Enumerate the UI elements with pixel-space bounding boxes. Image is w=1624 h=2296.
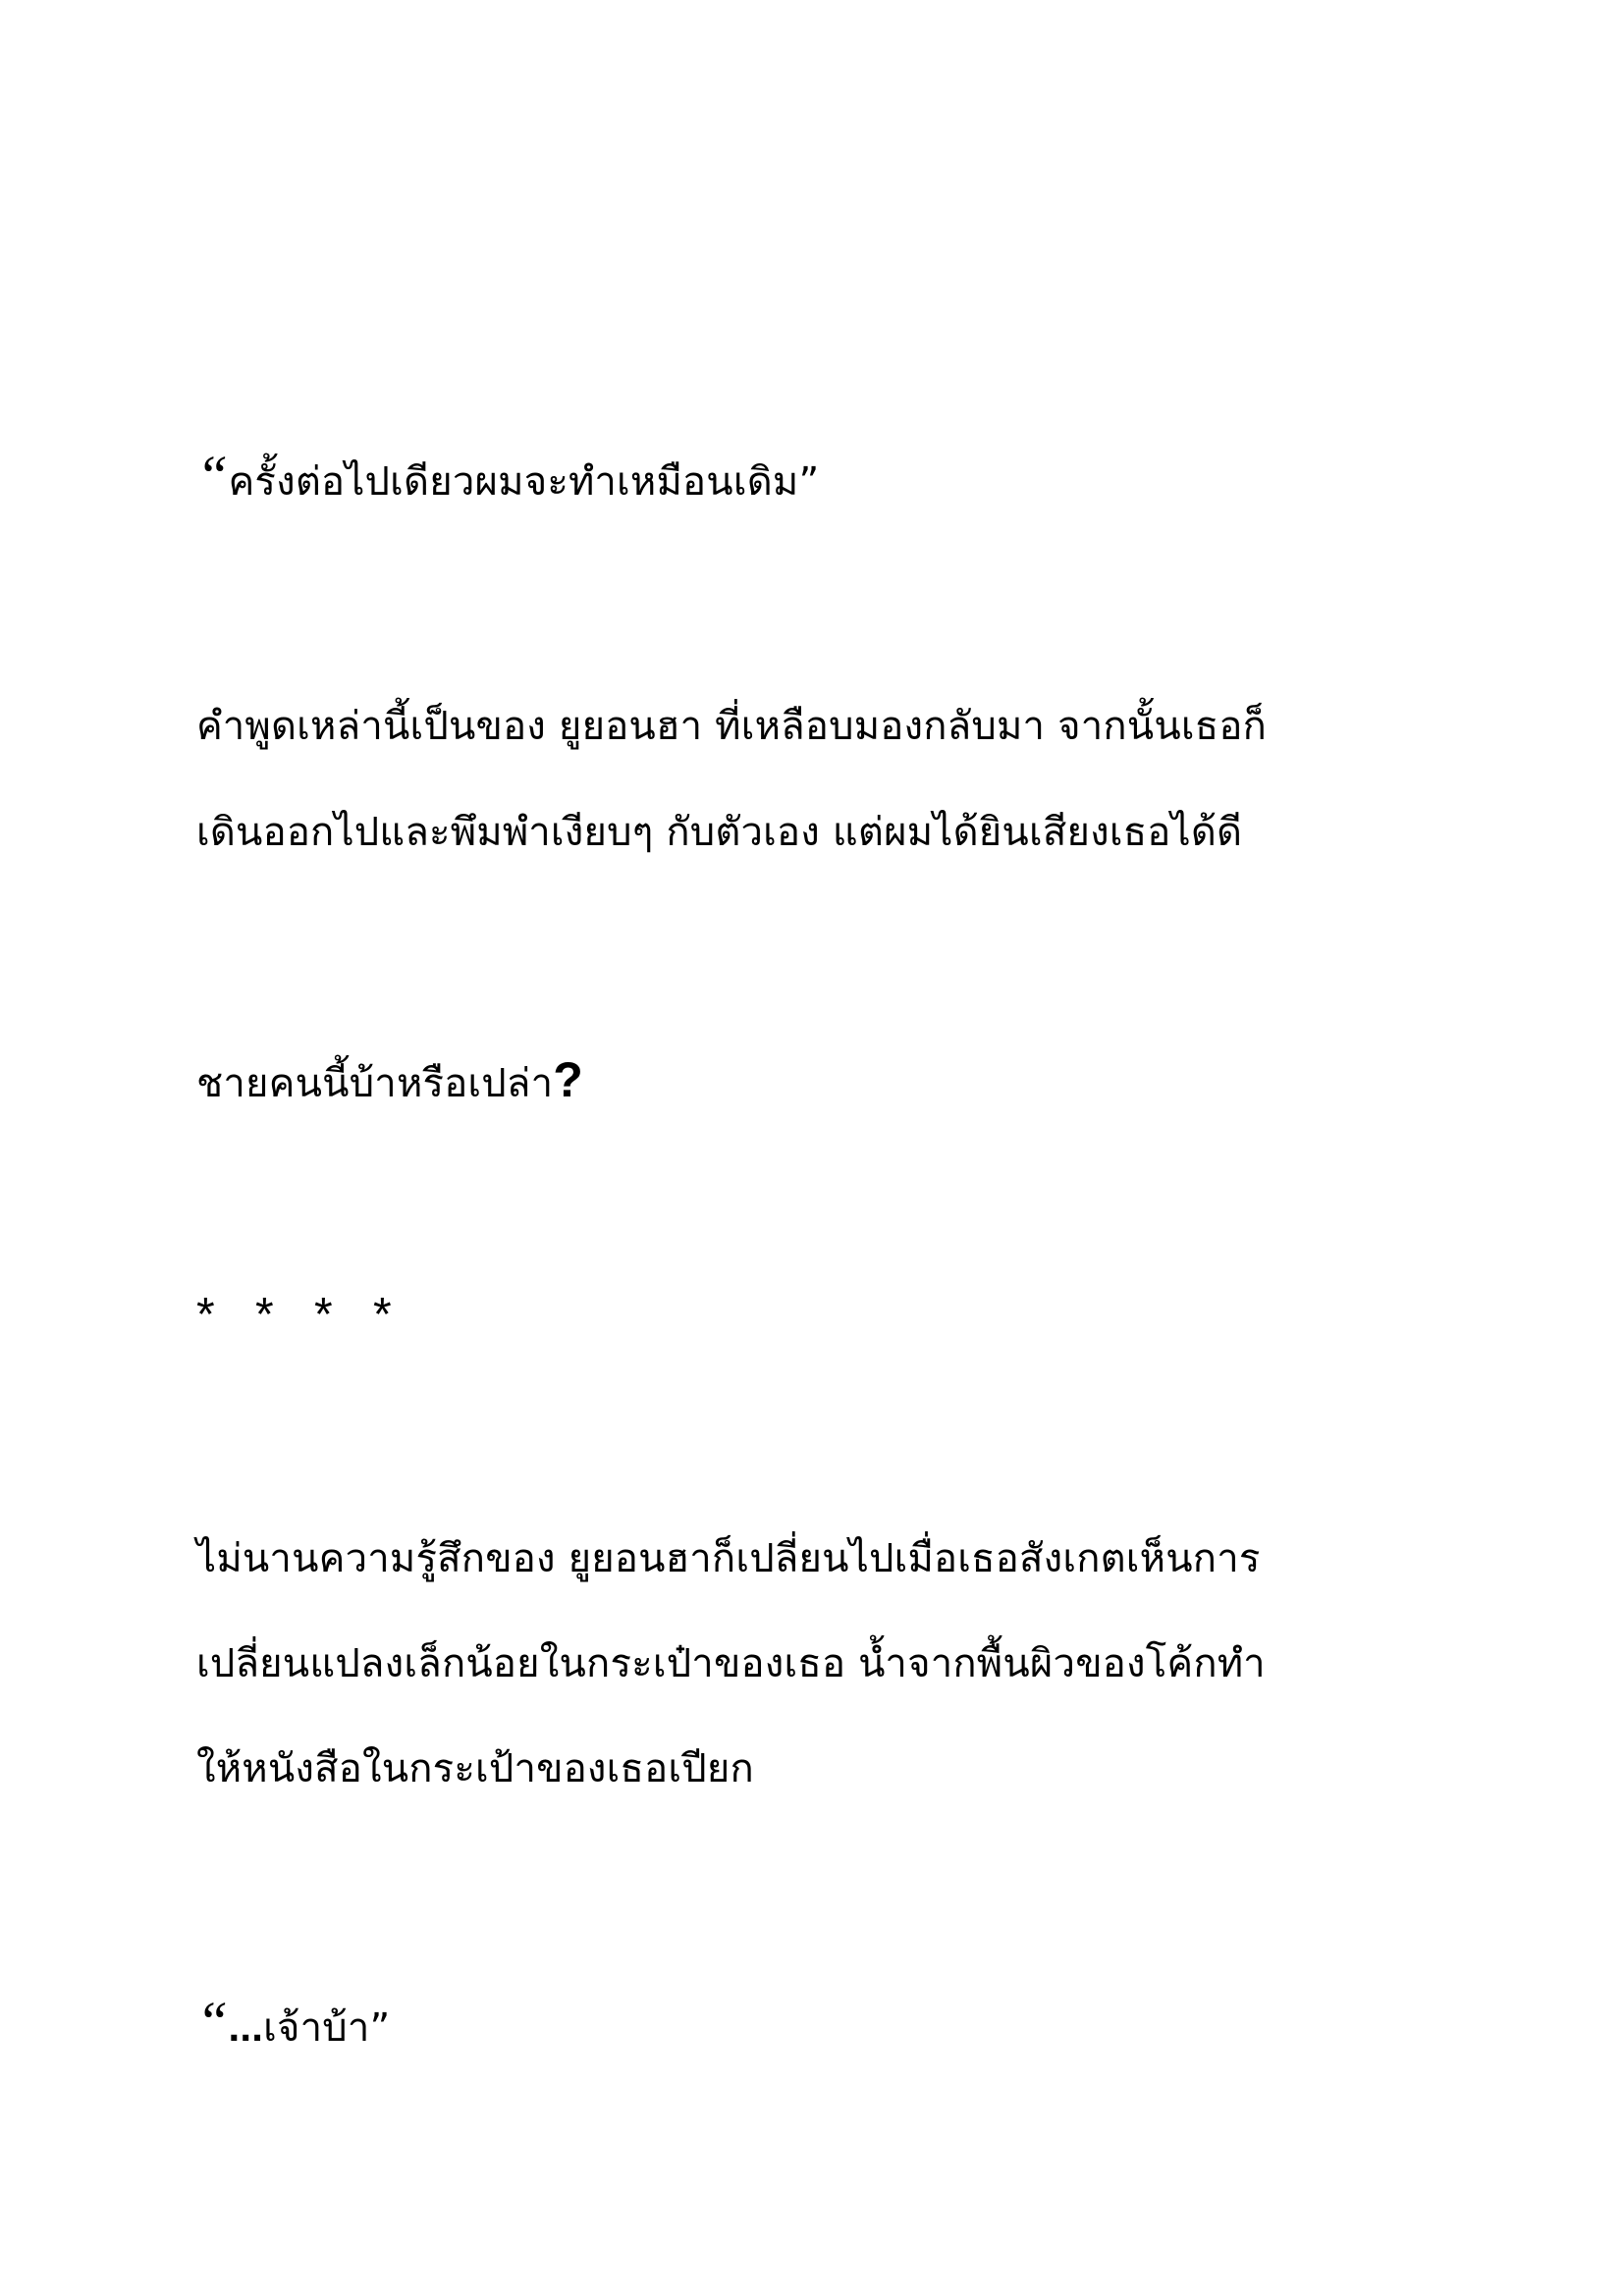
open-quote: “ [196, 444, 229, 507]
paragraph-3-text: ชายคนนี้บ้าหรือเปล่า [196, 1061, 554, 1106]
paragraph-4-line-2: เปลี่ยนแปลงเล็กน้อยในกระเป๋าของเธอ น้ำจากพื้นผิวของโค้กทำ [196, 1641, 1266, 1686]
paragraph-4-line-3: ให้หนังสือในกระเป้าของเธอเปียก [196, 1746, 754, 1791]
paragraph-2-line-1: คำพูดเหล่านี้เป็นของ ยูยอนฮา ที่เหลือบมองกลับมา จากนั้นเธอก็ [196, 704, 1268, 749]
question-mark: ? [553, 1052, 584, 1107]
paragraph-4-line-1: ไม่นานความรู้สึกของ ยูยอนฮาก็เปลี่ยนไปเมื่อเธอสังเกตเห็นการ [196, 1536, 1261, 1581]
scene-separator: * * * * [196, 1289, 406, 1341]
open-quote-2: “ [196, 1990, 229, 2054]
close-quote-2: ” [369, 2005, 391, 2051]
quote-2-text: เจ้าบ้า [263, 2005, 370, 2051]
quote-text: ครั้งต่อไปเดียวผมจะทำเหมือนเดิม [228, 459, 799, 505]
quote-line-2 [196, 1990, 391, 2057]
ellipsis: ... [228, 2003, 264, 2050]
quote-line-1 [196, 444, 820, 511]
paragraph-2-line-2: เดินออกไปและพึมพำเงียบๆ กับตัวเอง แต่ผมได้ยินเสียงเธอได้ดี [196, 810, 1243, 855]
close-quote: ” [798, 459, 820, 505]
paragraph-3 [196, 1050, 583, 1113]
